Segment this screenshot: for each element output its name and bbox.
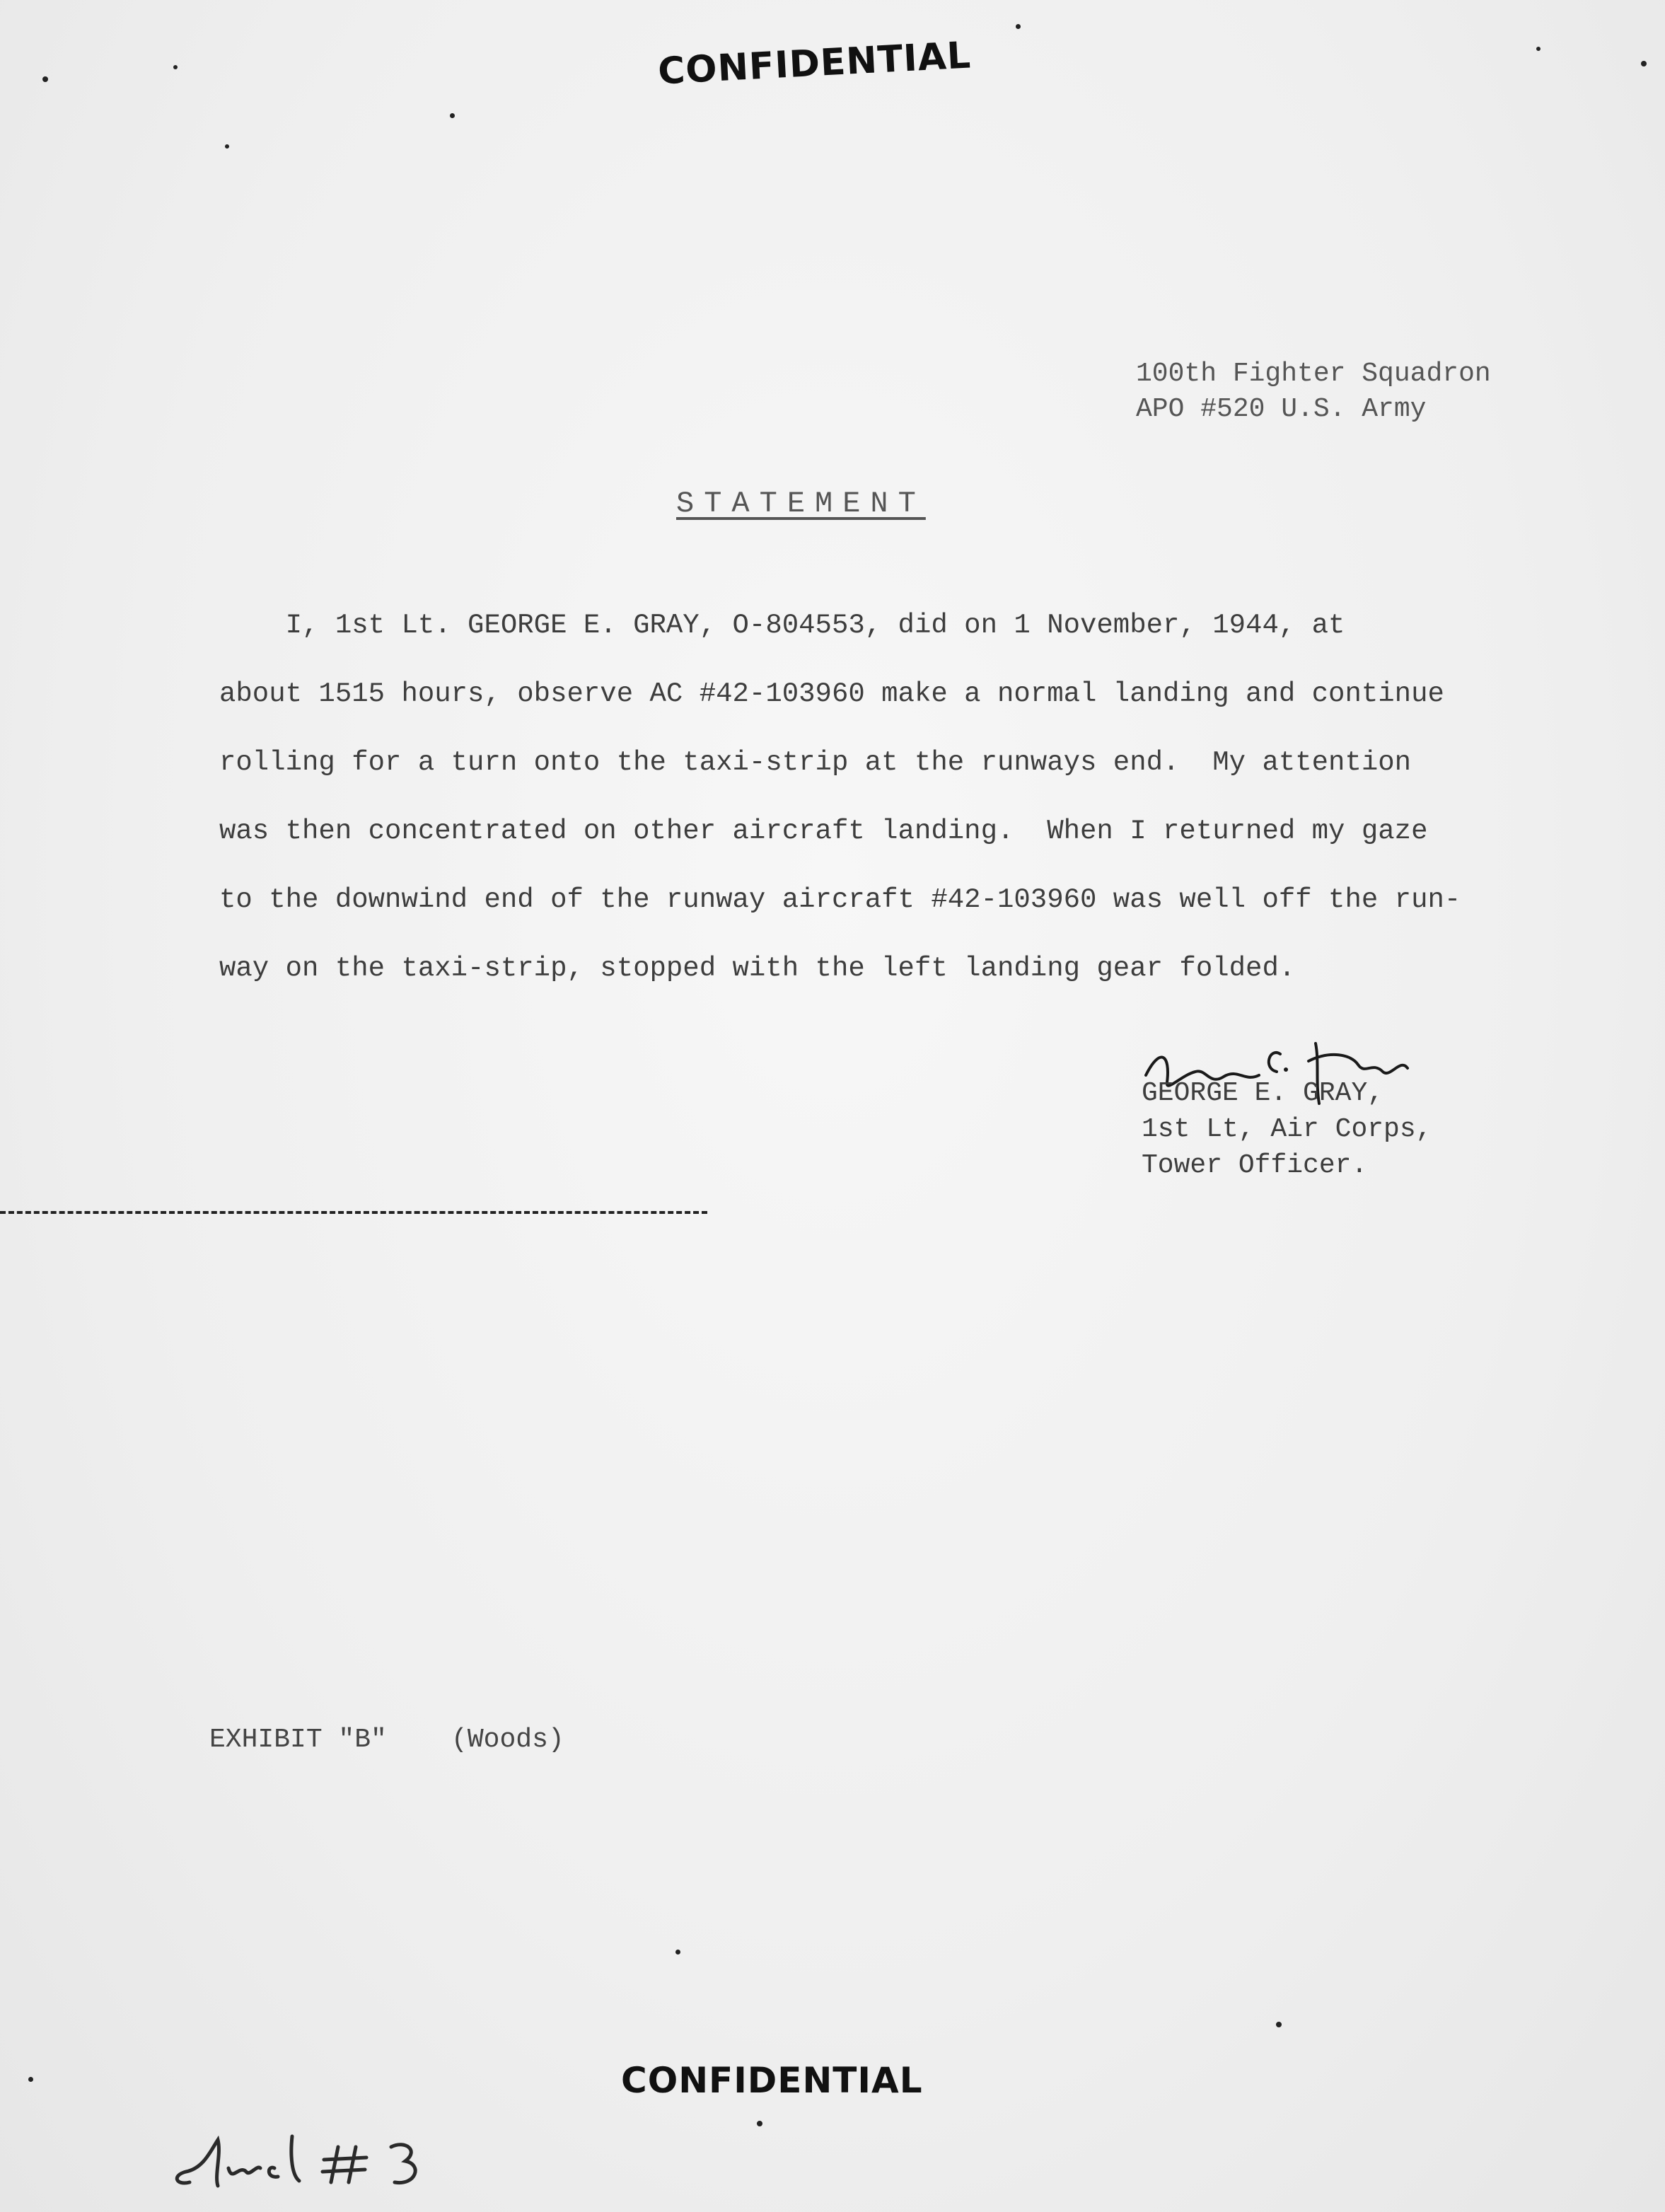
confidential-stamp-top: CONFIDENTIAL: [656, 34, 973, 93]
handwritten-enclosure-note: [161, 2126, 458, 2196]
statement-title: STATEMENT: [676, 487, 926, 521]
signatory-name: GEORGE E. GRAY,: [1142, 1078, 1384, 1108]
body-line: rolling for a turn onto the taxi-strip at the runways end. My attention: [219, 747, 1412, 778]
scan-speck: [173, 65, 178, 69]
scan-speck: [1641, 61, 1647, 66]
letterhead-unit: 100th Fighter Squadron: [1136, 359, 1491, 389]
body-line: about 1515 hours, observe AC #42-103960 make a normal landing and continue: [219, 678, 1444, 710]
signatory-rank: 1st Lt, Air Corps,: [1142, 1114, 1432, 1145]
scan-speck: [28, 2077, 33, 2082]
body-line: was then concentrated on other aircraft landing. When I returned my gaze: [219, 816, 1428, 847]
scan-speck: [675, 1950, 680, 1955]
body-line: way on the taxi-strip, stopped with the left landing gear folded.: [219, 953, 1296, 984]
exhibit-label: EXHIBIT "B" (Woods): [209, 1725, 564, 1755]
scan-speck: [450, 113, 455, 118]
statement-body: [219, 591, 1528, 1003]
signature-block: [1142, 1075, 1432, 1183]
scan-speck: [757, 2121, 762, 2126]
signatory-position: Tower Officer.: [1142, 1150, 1368, 1181]
scan-speck: [1276, 2022, 1282, 2027]
letterhead-address: APO #520 U.S. Army: [1136, 394, 1427, 424]
confidential-stamp-bottom: CONFIDENTIAL: [621, 2060, 923, 2101]
scan-speck: [1016, 24, 1021, 29]
dashed-divider: [0, 1211, 707, 1214]
body-line: I, 1st Lt. GEORGE E. GRAY, O-804553, did on 1 November, 1944, at: [219, 610, 1345, 641]
body-line: to the downwind end of the runway aircraft #42-103960 was well off the run-: [219, 884, 1461, 915]
scan-speck: [225, 144, 229, 149]
scan-speck: [1536, 47, 1541, 51]
letterhead: [1136, 357, 1491, 427]
scan-speck: [42, 76, 48, 82]
